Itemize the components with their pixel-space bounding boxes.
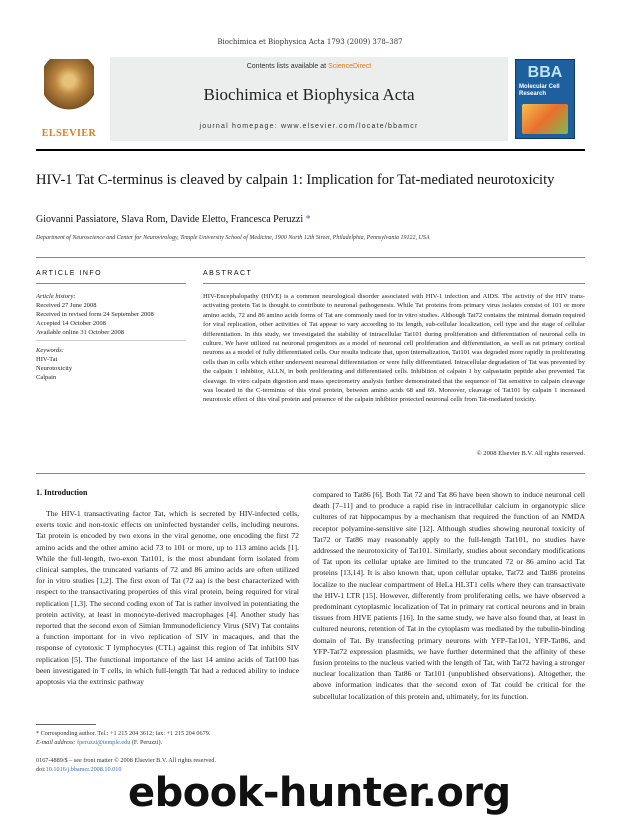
history-item: Accepted 14 October 2008	[36, 320, 106, 327]
masthead	[110, 57, 508, 141]
intro-paragraph: The HIV-1 transactivating factor Tat, which is secreted by HIV-infected cells, exerts toxic and non-toxic effects on uninfected bystander cells, including neurons. Tat protein is encoded by two exons in the viral genome, one encoding the first 72 amino acids and the other amino acid 73 to 101 or more, up to 113 amino acids [1]. While the full-length, two-exon Tat101, is the most abundant form isolated from clinical samples, the truncated variants of 72 and 86 amino acids are often utilized for in vitro studies [1,2]. The first exon of Tat (72 aa) is the best characterized with respect to the transactivating properties of this viral protein, being required for viral replication [1,3]. The second coding exon of Tat is rather involved in potentiating the protein activity, at least in monocyte-derived macrophages [4]. Another study has reported that the second exon of Simian Immunodeficiency Virus (SIV) Tat contains a function important for in vivo replication of SIV in macaques, and that the response of cytotoxic T lymphocytes (CTL) against this region of Tat inhibits SIV replication [5]. The functional importance of the last 14 amino acids of Tat100 has been investigated in T cells, in which full-length Tat had a reduced ability to induce apoptosis via the extrinsic pathway	[36, 509, 299, 687]
body-column-left	[36, 508, 299, 687]
sciencedirect-link[interactable]: ScienceDirect	[328, 63, 372, 70]
introduction-heading: 1. Introduction	[36, 488, 88, 497]
intro-paragraph-continued: compared to Tat86 [6]. Both Tat 72 and Tat 86 have been shown to induce neuronal cell death [7–11] and to produce a rapid rise in intracellular calcium in organotypic slice cultures of rat hippocampus by a mechanism that required the function of an NMDA receptor polyamine-sensitive site [12]. Although studies showing neuronal toxicity of Tat72 or Tat86 may reasonably apply to the full-length Tat101, no studies have addressed the neurotoxicity of Tat101. Similarly, studies about secondary modifications of Tat upon its cellular uptake are limited to the truncated 72 or 86 amino acid Tat proteins [13,14]. It is also known that, upon cellular uptake, Tat72 and Tat86 proteins localize to the nuclear compartment of HeLa HL3T1 cells where they can transactivate the HIV-1 LTR [15]. However, differently from proliferating cells, we have observed a predominant cytoplasmic localization of Tat in primary rat cortical neurons and in brain tissues from HIVE patients [16]. In the same study, we have also found that, at least in cultured neurons, retention of Tat in the cytoplasm was mediated by the tubulin-binding domain of Tat. By transfecting primary neurons with YFP-Tat101, YFP-Tat86, and YFP-Tat72 expression plasmids, we have further determined that the affinity of these fusion proteins to the nucleus varied with the length of Tat, with Tat72 having a stronger nuclear localization than Tat86 or Tat101 (unpublished observations). Altogether, the above information indicates that the second exon of Tat could be critical for the subcellular localization of this protein and, ultimately, for its function.	[313, 490, 585, 701]
journal-cover	[515, 59, 575, 139]
abstract-text: HIV-Encephalopathy (HIVE) is a common neurological disorder associated with HIV-1 infection and AIDS. The activity of the HIV trans-activating protein Tat is thought to contribute to neuronal pathogenesis. While Tat proteins from primary virus isolates consist of 101 or more amino acids, 72 and 86 amino acids forms of Tat are commonly used for in vitro studies. Although Tat72 contains the minimal domain required for viral replication, other activities of Tat appear to vary according to its length, sub-cellular localization, cell type and the stage of cellular differentiation. In this study, we investigated the stability of intracellular Tat101 during proliferation and differentiation of neuronal cells in culture. We have utilized rat neuronal progenitors as a model of neuronal cell proliferation and differentiation, as well as rat primary cortical neurons as a model of fully differentiated cells. Our results indicate that, upon internalization, Tat101 was degraded more rapidly in proliferating cells than in cells which either underwent neuronal differentiation or were fully differentiated. Intracellular degradation of Tat was prevented by the calpain 1 inhibitor, ALLN, in both proliferating and differentiated cells. Inhibition of calpain 1 by calpastatin peptide also prevented Tat cleavage. In vitro calpain digestion and mass spectrometry analysis further demonstrated that the sequence of Tat sensitive to calpain cleavage was located in the C-terminus of this viral protein, between amino acids 68 and 69. Moreover, cleavage of Tat101 by calpain 1 increased neurotoxic effect of this viral protein and presence of the calpain inhibitor protected neuronal cells from Tat-mediated toxicity.	[203, 293, 585, 404]
cover-art-image	[522, 104, 568, 134]
cover-subtitle: Molecular Cell Research	[519, 84, 560, 97]
journal-title: Biochimica et Biophysica Acta	[203, 85, 415, 104]
corresponding-author-mark[interactable]: *	[305, 214, 311, 225]
article-info-heading: ARTICLE INFO	[36, 270, 103, 277]
history-item: Available online 31 October 2008	[36, 329, 124, 336]
publisher-name: ELSEVIER	[41, 128, 97, 139]
email-label: E-mail address:	[36, 739, 78, 746]
footnote-rule	[36, 724, 96, 725]
info-heading-rule	[36, 283, 186, 284]
header-divider	[36, 149, 585, 151]
corresponding-footnote: * Corresponding author. Tel.: +1 215 204 3612; fax: +1 215 204 0679.	[36, 730, 211, 737]
authors-text: Giovanni Passiatore, Slava Rom, Davide Eletto, Francesca Peruzzi	[36, 214, 304, 225]
doi-prefix: doi:	[36, 766, 46, 773]
email-suffix: (F. Peruzzi).	[130, 739, 163, 746]
history-label: Article history:	[36, 293, 76, 300]
affiliation: Department of Neuroscience and Center for Neurovirology, Temple University School of Medicine, 1900 North 12th Street, Philadelphia, Pennsylvania 19122, USA	[36, 235, 430, 241]
author-list	[36, 214, 311, 225]
abstract-divider	[36, 473, 585, 474]
contents-prefix: Contents lists available at	[246, 63, 329, 70]
email-footnote	[36, 739, 299, 748]
history-item: Received in revised form 24 September 2008	[36, 311, 154, 318]
watermark: ebook-hunter.org	[128, 770, 511, 816]
contents-line	[110, 63, 508, 70]
paper-title: HIV-1 Tat C-terminus is cleaved by calpain 1: Implication for Tat-mediated neurotoxicity	[36, 172, 555, 188]
keywords-label: Keywords:	[36, 347, 64, 354]
journal-header	[36, 57, 585, 141]
journal-reference: Biochimica et Biophysica Acta 1793 (2009) 378–387	[217, 38, 403, 46]
elsevier-logo	[36, 57, 102, 141]
doi-link[interactable]: 10.1016/j.bbamcr.2008.10.010	[45, 766, 122, 773]
affiliation-divider	[36, 257, 585, 258]
keyword: HIV-Tat	[36, 356, 58, 363]
abstract-heading-rule	[203, 283, 585, 284]
info-divider	[36, 340, 186, 341]
author-email-link[interactable]: fperuzzi@temple.edu	[77, 739, 131, 746]
keyword: Neurotoxicity	[36, 365, 73, 372]
abstract-heading: ABSTRACT	[203, 270, 253, 277]
abstract-copyright: © 2008 Elsevier B.V. All rights reserved.	[476, 450, 585, 457]
article-history	[36, 292, 186, 337]
journal-homepage-link[interactable]: journal homepage: www.elsevier.com/locate/bbamcr	[199, 123, 419, 130]
keyword: Calpain	[36, 374, 57, 381]
keywords	[36, 346, 186, 382]
elsevier-tree-icon	[44, 59, 94, 121]
cover-title: BBA	[527, 64, 563, 81]
issn-line: 0167-4889/$ – see front matter © 2008 Elsevier B.V. All rights reserved.	[36, 757, 216, 764]
history-item: Received 27 June 2008	[36, 302, 97, 309]
body-column-right	[313, 489, 585, 702]
